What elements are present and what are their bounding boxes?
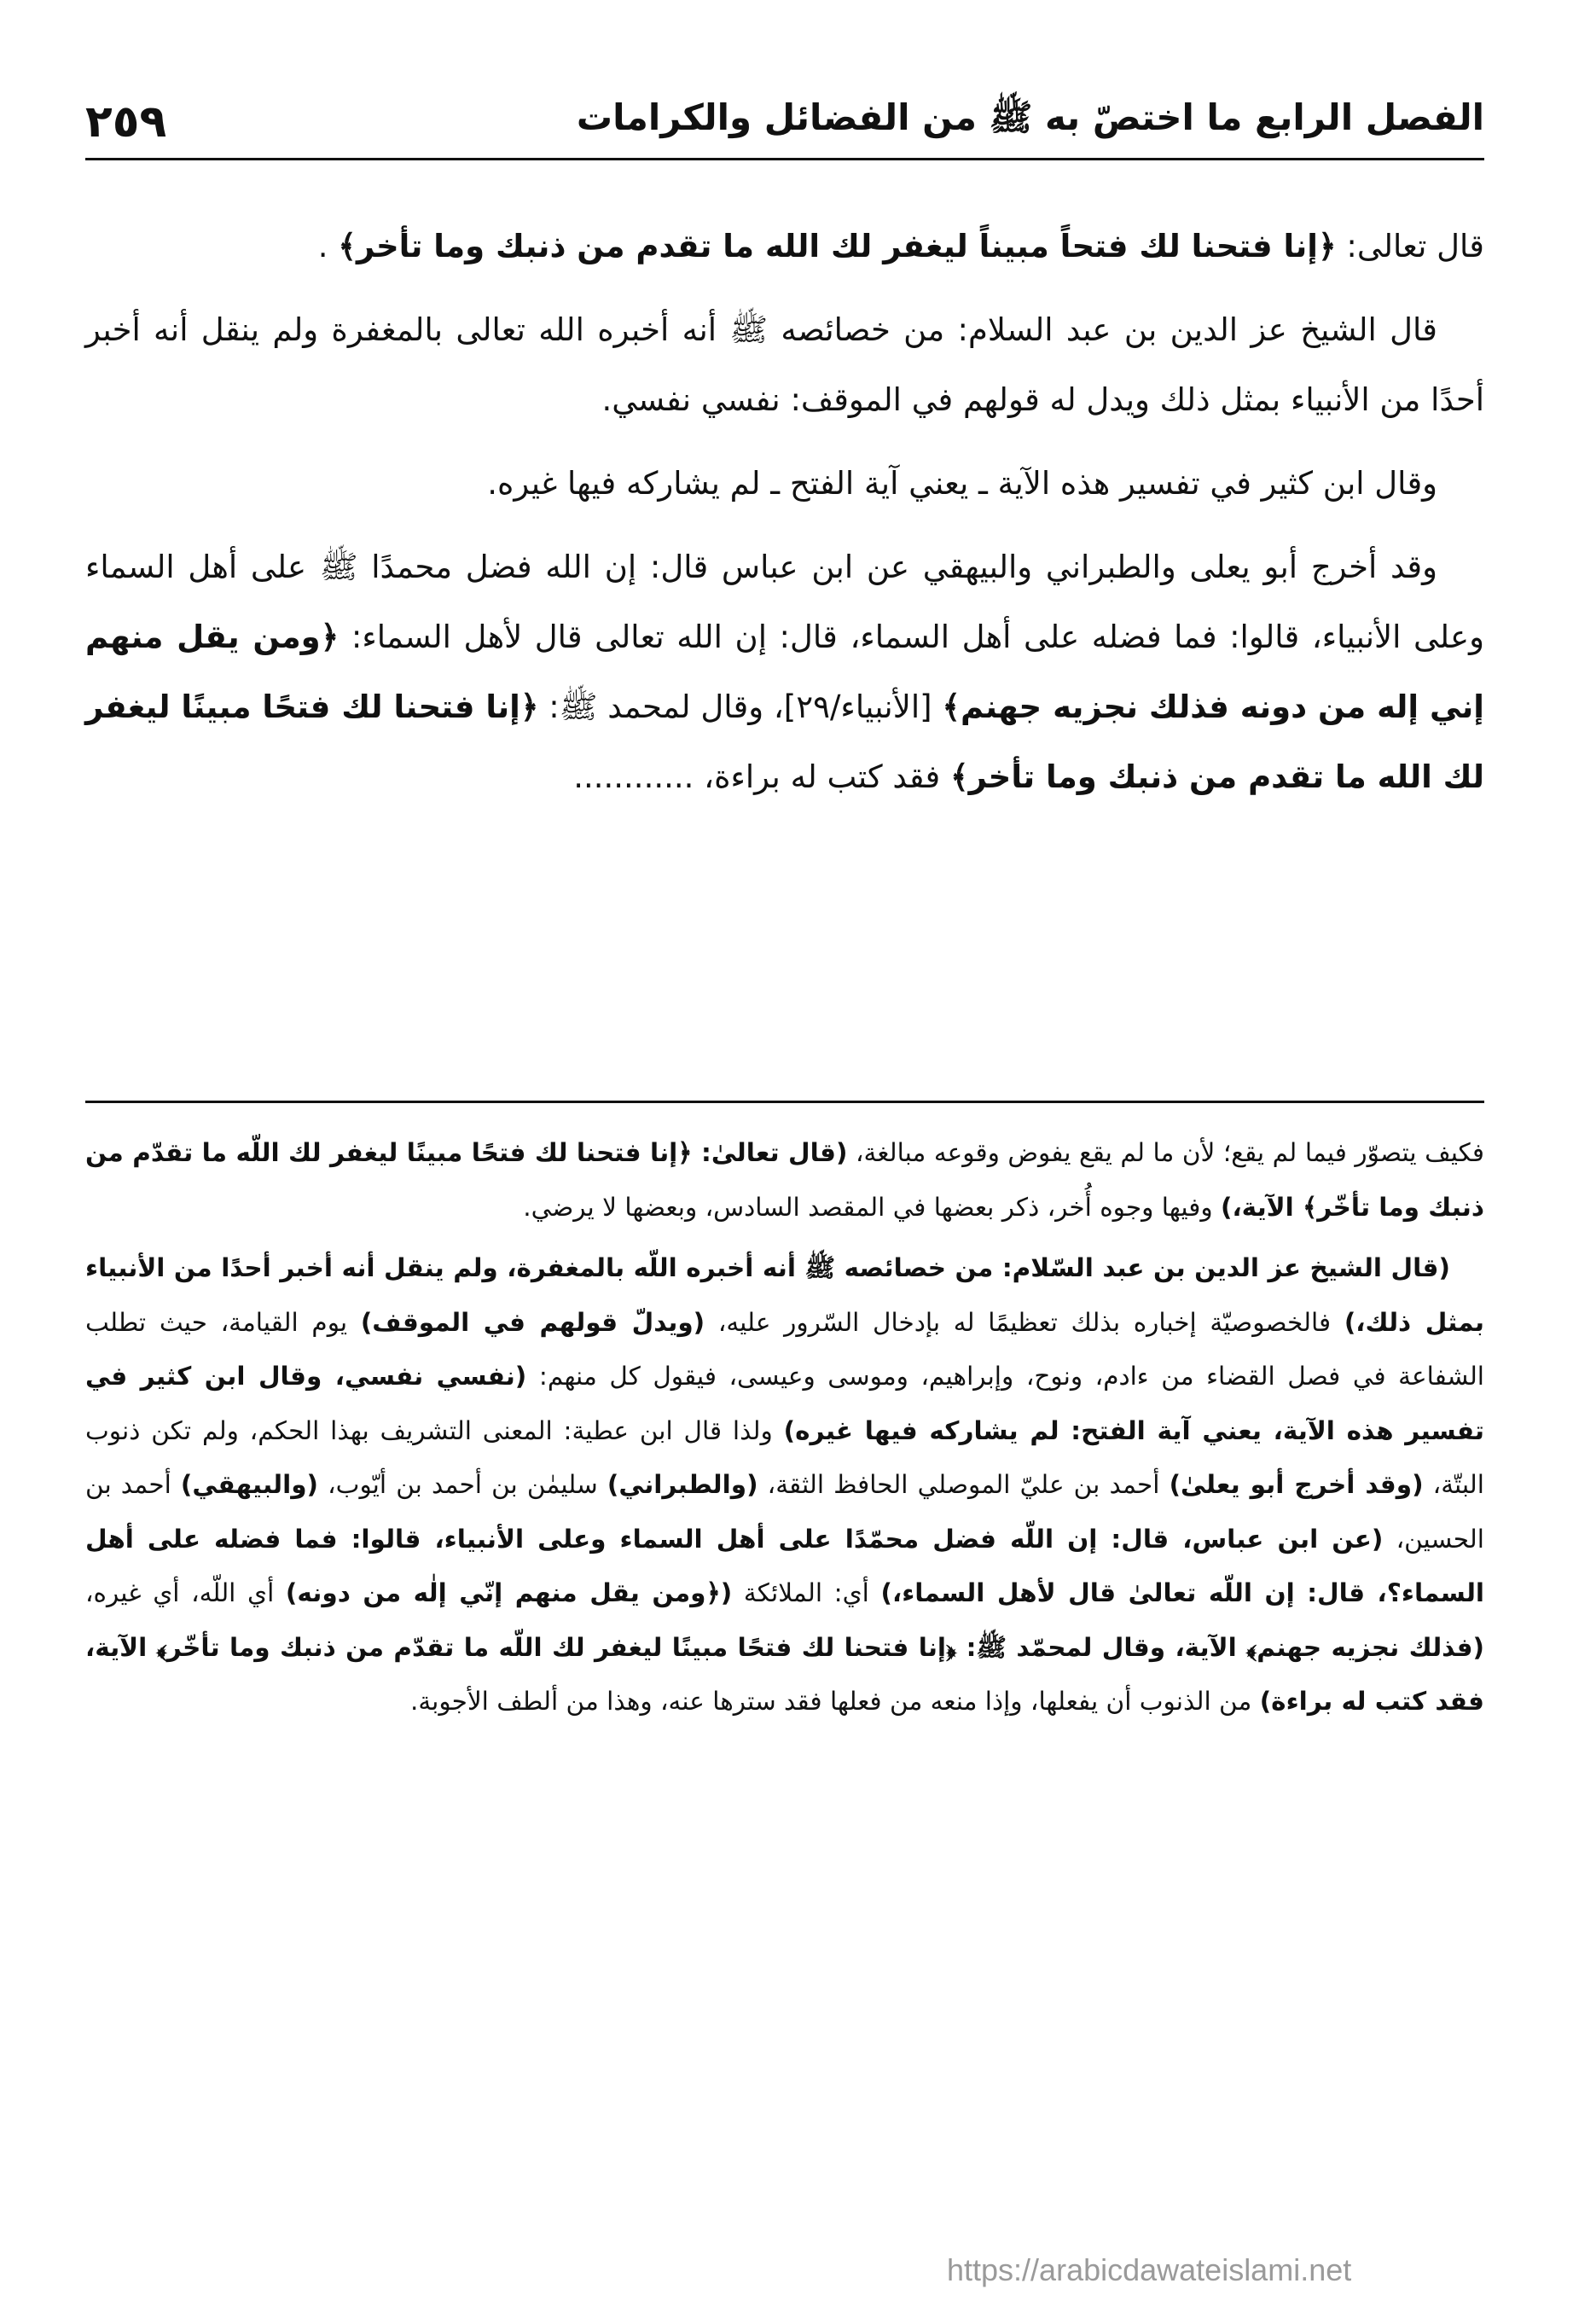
main-text [85,212,1484,826]
bold-text: (وقد أخرج أبو يعلىٰ) [1169,1470,1424,1499]
text-run: من الذنوب أن يفعلها، وإذا منعه من فعلها فقد سترها عنه، وهذا من ألطف الأجوبة. [409,1687,1260,1716]
bold-text: (والبيهقي) [180,1470,319,1499]
bold-text: (قال الشيخ عز الدين بن عبد السّلام: من خصائصه ﷺ أنه أخبره اللّه بالمغفرة، ولم ينقل أنه أخبر أحدًا من الأنبياء بمثل ذلك،) [85,1253,1484,1337]
text-run: أي: الملائكة [732,1578,881,1607]
text-run: وقد أخرج أبو يعلى والطبراني والبيهقي عن ابن عباس قال: إن الله فضل محمدًا ﷺ على أهل السماء وعلى الأنبياء، قالوا: فما فضله على أهل السماء، قال: إن الله تعالى قال لأهل السماء: [85,549,1485,655]
commentary-paragraph [85,1126,1484,1235]
main-paragraph [85,212,1484,282]
watermark-url: https://arabicdawateislami.net [947,2252,1352,2287]
main-paragraph [85,532,1484,812]
text-run: أحمد بن عليّ الموصلي الحافظ الثقة، [757,1470,1170,1499]
text-run: ولذا قال ابن عطية: المعنى التشريف بهذا الحكم، ولم تكن ذنوب البتّة، [85,1415,1484,1499]
bold-text: (ويدلّ قولهم في الموقف) [360,1307,705,1337]
bold-text: (نفسي نفسي، وقال ابن كثير في تفسير هذه الآية، يعني آية الفتح: لم يشاركه فيها غيره) [85,1362,1484,1445]
text-run: سليمٰن بن أحمد بن أيّوب، [318,1470,607,1499]
bold-text: (قال تعالىٰ: ﴿إنا فتحنا لك فتحًا مبينًا ليغفر لك اللّه ما تقدّم من ذنبك وما تأخّر﴾ الآية،) [85,1138,1484,1222]
text-run: فقد كتب له براءة، ............ [573,758,950,795]
text-run: [الأنبياء/٢٩]، وقال لمحمد ﷺ: [538,688,943,725]
quran-verse: ﴿ومن يقل منهم إني إله من دونه فذلك نجزيه جهنم﴾ [85,619,1484,725]
running-title: الفصل الرابع ما اختصّ به ﷺ من الفضائل والكرامات [576,96,1484,138]
commentary-text [85,1126,1484,1736]
quran-verse: ﴿إنا فتحنا لك فتحاً مبيناً ليغفر لك الله ما تقدم من ذنبك وما تأخر﴾ [338,228,1337,264]
text-run: أي اللّه، أي غيره، [85,1578,286,1607]
page-number: ٢٥٩ [85,96,167,148]
text-run: يوم القيامة، حيث تطلب الشفاعة في فصل القضاء من ءادم، ونوح، وإبراهيم، وموسى وعيسى، فيقول كل منهم: [85,1307,1484,1391]
quran-verse: ﴿إنا فتحنا لك فتحًا مبينًا ليغفر لك الله ما تقدم من ذنبك وما تأخر﴾ [85,688,1484,795]
bold-text: (﴿ومن يقل منهم إنّي إلٰه من دونه) [285,1578,733,1607]
bold-text: (عن ابن عباس، قال: إن اللّه فضل محمّدًا على أهل السماء وعلى الأنبياء، قالوا: فما فضله على أهل السماء؟، قال: إن اللّه تعالىٰ قال لأهل السماء،) [85,1524,1485,1607]
text-run: فكيف يتصوّر فيما لم يقع؛ لأن ما لم يقع يفوض وقوعه مبالغة، [847,1138,1484,1167]
text-run: فالخصوصيّة إخباره بذلك تعظيمًا له بإدخال السّرور عليه، [705,1307,1344,1337]
separator-line [85,1101,1484,1103]
commentary-paragraph [85,1241,1484,1729]
text-run: . [317,228,339,264]
text-run: وفيها وجوه أُخر، ذكر بعضها في المقصد السادس، وبعضها لا يرضي. [523,1192,1221,1222]
page-header [85,96,1484,160]
main-paragraph: وقال ابن كثير في تفسير هذه الآية ـ يعني آية الفتح ـ لم يشاركه فيها غيره. [487,465,1437,502]
text-run: قال تعالى: [1336,228,1484,264]
main-paragraph: قال الشيخ عز الدين بن عبد السلام: من خصائصه ﷺ أنه أخبره الله تعالى بالمغفرة ولم ينقل أنه أخبر أحدًا من الأنبياء بمثل ذلك ويدل له قولهم في الموقف: نفسي نفسي. [85,311,1484,418]
bold-text: (فذلك نجزيه جهنم﴾ الآية، وقال لمحمّد ﷺ: ﴿إنا فتحنا لك فتحًا مبينًا ليغفر لك اللّه ما تقدّم من ذنبك وما تأخّر﴾ الآية، فقد كتب له براءة) [85,1632,1484,1716]
bold-text: (والطبراني) [607,1470,758,1499]
text-run: أحمد بن الحسين، [85,1470,1484,1554]
